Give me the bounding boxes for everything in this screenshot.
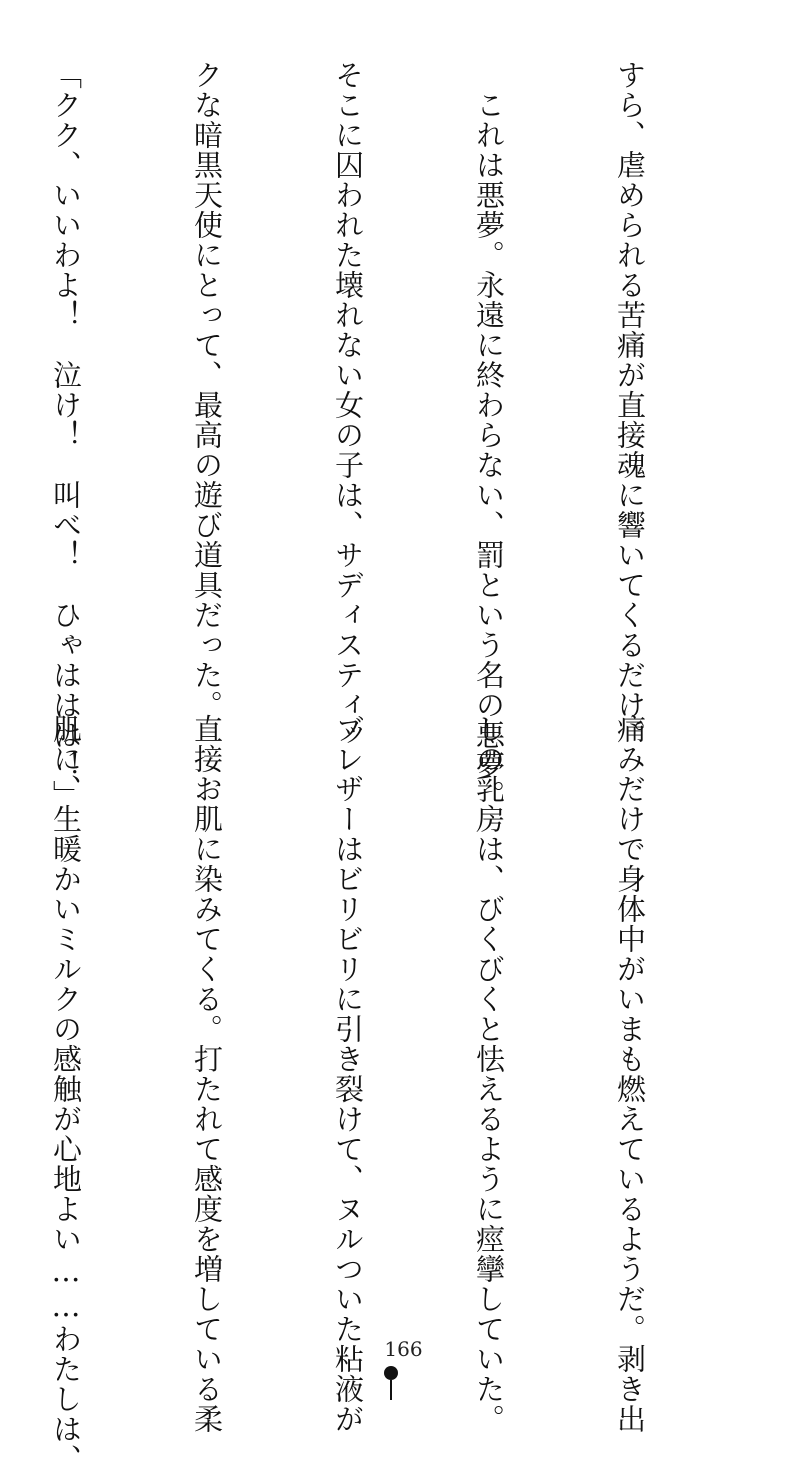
text-line: 直接お肌に染みてくる。打たれて感度を増している柔 <box>190 714 224 1434</box>
text-line: しの乳房は、びくびくと怯えるように痙攣していた。 <box>472 714 506 1434</box>
text-line: すら、虐められる苦痛が直接魂に響いてくるだけ。 <box>613 60 647 750</box>
text-line: これは悪夢。永遠に終わらない、罰という名の悪夢。 <box>472 60 506 810</box>
text-line: ブレザーはビリビリに引き裂けて、ヌルついた粘液が <box>331 714 365 1434</box>
text-block-upper <box>0 60 747 810</box>
text-line: 肌に、生暖かいミルクの感触が心地よい……わたしは、 <box>49 714 83 1474</box>
text-line: クな暗黒天使にとって、最高の遊び道具だった。 <box>190 60 224 720</box>
page-marker-dot <box>384 1366 398 1380</box>
text-line: 痛みだけで身体中がいまも燃えているようだ。剥き出 <box>613 714 647 1434</box>
text-line: そこに囚われた壊れない女の子は、サディスティッ <box>331 60 365 750</box>
page-marker-rule <box>390 1380 392 1400</box>
page-number: 166 <box>384 1337 423 1361</box>
text-line: 「クク、いいわよ！ 泣け！ 叫べ！ ひゃははは！」 <box>49 60 83 810</box>
